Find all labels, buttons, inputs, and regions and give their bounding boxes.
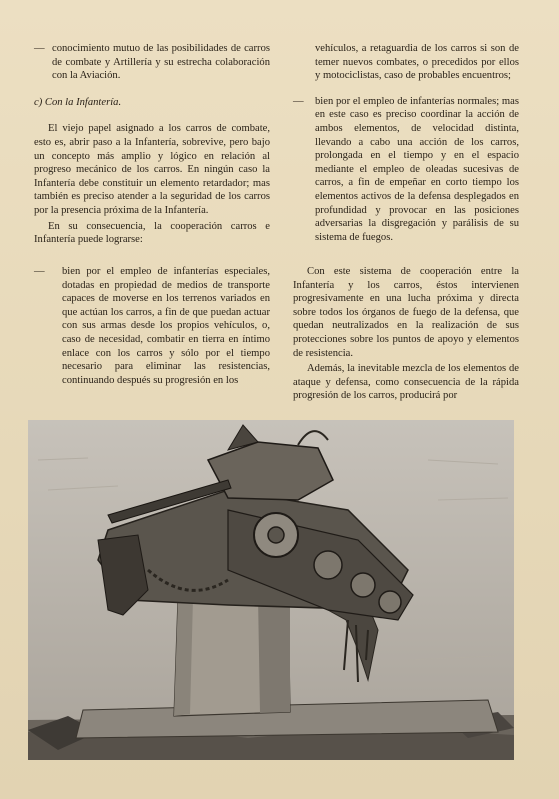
paragraph: Con este sistema de cooperación entre la Infantería y los carros, éstos intervienen progresivamente en una lucha próxima y directa sobre todos los órganos de fuego de la defensa, que quedan neutralizados en la realización de sus protecciones sobre los puntos de apoyo y elementos de resistencia. bbox=[293, 266, 519, 359]
left-column-top bbox=[34, 42, 270, 247]
right-column-top bbox=[293, 42, 519, 244]
dash-mark: — bbox=[34, 266, 45, 277]
tank-illustration bbox=[28, 420, 514, 760]
list-item-text: bien por el empleo de infanterías normales; mas en este caso es preciso coordinar la acción de ambos elementos, de velocidad distinta, llevando a cabo una acción de los carros, prolongada en el tiempo y en el espacio mediante el empleo de oleadas sucesivas de carros, a fin de empeñar en corto tiempo los elementos activos de la defensa desplegados en profundidad y provocar en las posiciones adversarias la disgregación y parálisis de su sistema de fuegos. bbox=[315, 95, 519, 243]
road-wheel bbox=[379, 591, 401, 613]
road-wheel bbox=[351, 573, 375, 597]
paragraph: En su consecuencia, la cooperación carros e Infantería puede lograrse: bbox=[34, 220, 270, 246]
list-item bbox=[34, 42, 270, 83]
dash-mark: — bbox=[293, 95, 304, 107]
road-wheel bbox=[314, 551, 342, 579]
left-column-bottom bbox=[34, 265, 270, 387]
tank-drawing bbox=[28, 420, 514, 760]
list-item-text: bien por el empleo de infanterías especiales, dotadas en propiedad de medios de transporte capaces de moverse en los terrenos variados en que actúan los carros, a fin de que puedan actuar con sus armas desde los propios vehículos, o, caso de necesidad, combatir en tierra en íntimo enlace con los carros y sólo por el tiempo necesario para eliminar las resistencias, continuando después su progresión en los bbox=[62, 266, 270, 386]
list-item-text: conocimiento mutuo de las posibilidades de carros de combate y Artillería y su estrecha colaboración con la Aviación. bbox=[52, 43, 270, 82]
paragraph: El viejo papel asignado a los carros de combate, esto es, abrir paso a la Infantería, sobrevive, pero bajo un concepto más amplio y lógico en relación al progreso mecánico de los carros. En ningún caso la Infantería debe constituir un elemento retardador; mas también es preciso atender a la seguridad de los carros por la presencia próxima de la Infantería. bbox=[34, 123, 270, 216]
right-column-bottom bbox=[293, 265, 519, 403]
list-item-continuation: vehículos, a retaguardia de los carros si son de temer nuevos combates, o precedidos por ellos y motociclistas, caso de probables encuentros; bbox=[315, 43, 519, 82]
list-item bbox=[34, 265, 270, 387]
section-heading: c) Con la Infantería. bbox=[34, 96, 122, 108]
list-item bbox=[293, 95, 519, 245]
dash-mark: — bbox=[34, 43, 45, 54]
paragraph: Además, la inevitable mezcla de los elementos de ataque y defensa, como consecuencia de la rápida progresión de los carros, producirá por bbox=[293, 363, 519, 402]
